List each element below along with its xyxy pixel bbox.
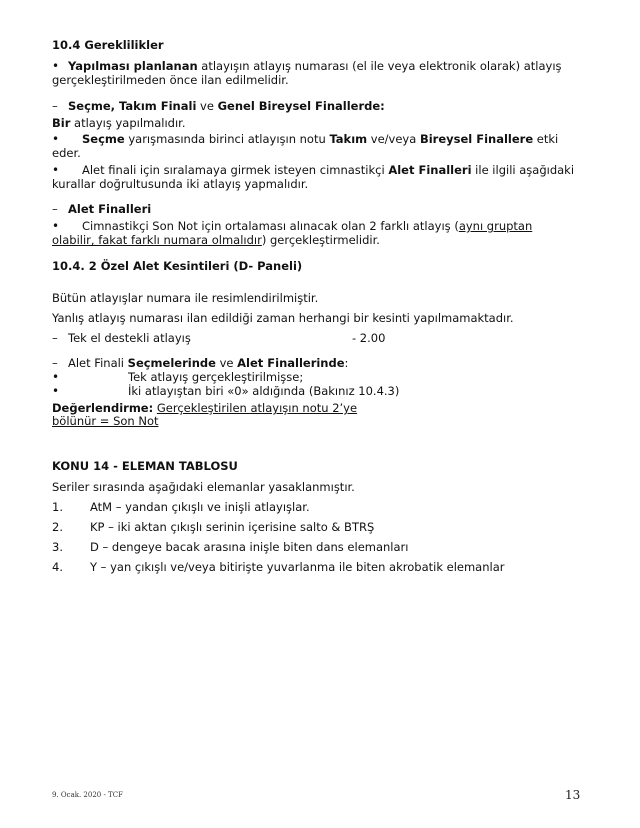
list-item-number: 3. [52,540,63,554]
bullet-marker: • [52,132,60,146]
section-heading-10-4: 10.4 Gereklilikler [52,38,164,52]
deduction-value: - 2.00 [352,331,386,345]
paragraph-apparatus-final-qual [68,356,348,370]
underlined-text: Gerçekleştirilen atlayışın notu 2’ye [156,401,358,415]
list-item-number: 2. [52,520,63,534]
paragraph-announce [68,59,562,73]
paragraph-forbidden-intro: Seriler sırasında aşağıdaki elemanlar yasaklanmıştır. [52,480,355,494]
paragraph-qualification [82,132,558,146]
bullet-marker: • [52,219,60,233]
text: yarışmasında birinci atlayışın notu [124,132,330,146]
list-item-single-vault: Tek atlayış gerçekleştirilmişse; [128,370,304,384]
bold-text: Bir [52,116,71,130]
text: ve [196,99,218,113]
bullet-marker: • [52,59,60,73]
dash-marker: – [52,331,58,345]
text: ile ilgili aşağıdaki [471,163,575,177]
text: ) gerçekleştirmelidir. [261,233,380,247]
underlined-text: aynı gruptan [458,219,533,233]
text: atlayışın atlayış numarası (el ile veya elektronik olarak) atlayış [197,59,562,73]
list-item-number: 4. [52,560,63,574]
paragraph-announce-line2: gerçekleştirilmeden önce ilan edilmelidir. [52,73,289,87]
list-item-number: 1. [52,500,63,514]
dash-marker: – [52,99,58,113]
bold-text: Alet Finallerinde [237,356,345,370]
section-heading-10-4-2: 10.4. 2 Özel Alet Kesintileri (D- Paneli) [52,259,303,273]
evaluation-line [52,401,357,415]
page-number: 13 [565,788,581,802]
list-item-text: Y – yan çıkışlı ve/veya bitirişte yuvarlanma ile biten akrobatik elemanlar [90,560,505,574]
bold-text: Alet Finalleri [388,163,472,177]
bold-text: Genel Bireysel Finallerde: [217,99,385,113]
paragraph-numbered-vaults: Bütün atlayışlar numara ile resimlendirilmiştir. [52,291,319,305]
bold-text: Takım [329,132,368,146]
bold-text: Seçme [82,132,125,146]
footer-date: 9. Ocak. 2020 - TCF [52,791,123,799]
paragraph-two-vaults-line2 [52,233,380,247]
subheading-finals [68,99,385,113]
bold-text: Seçmelerinde [127,356,216,370]
paragraph-wrong-number: Yanlış atlayış numarası ilan edildiği zaman herhangi bir kesinti yapılmamaktadır. [52,311,514,325]
bullet-marker: • [52,384,60,398]
dash-marker: – [52,356,58,370]
paragraph-apparatus-final [82,163,574,177]
bold-text: Bireysel Finallere [419,132,534,146]
bold-text: Seçme, Takım Finali [68,99,197,113]
text: Alet Finali [68,356,128,370]
text: atlayış yapılmalıdır. [70,116,186,130]
list-item-text: AtM – yandan çıkışlı ve inişli atlayışlar. [90,500,310,514]
text: ve/veya [367,132,420,146]
list-item-text: D – dengeye bacak arasına inişle biten dans elemanları [90,540,409,554]
evaluation-line2 [52,414,159,428]
paragraph-qualification-line2: eder. [52,146,81,160]
text: etki [533,132,559,146]
section-heading-konu-14: KONU 14 - ELEMAN TABLOSU [52,459,238,473]
underlined-text: bölünür = Son Not [52,414,159,428]
paragraph-apparatus-final-line2: kurallar doğrultusunda iki atlayış yapmalıdır. [52,177,309,191]
deduction-label: Tek el destekli atlayış [68,331,191,345]
subheading-apparatus-finals: Alet Finalleri [68,202,152,216]
paragraph-one-vault [52,116,186,130]
bullet-marker: • [52,163,60,177]
text: Alet finali için sıralamaya girmek isteyen cimnastikçi [82,163,389,177]
list-item-text: KP – iki aktan çıkışlı serinin içerisine salto & BTRŞ [90,520,375,534]
bold-text: Değerlendirme: [52,401,154,415]
text: ve [215,356,238,370]
bold-text: Yapılması planlanan [68,59,198,73]
paragraph-two-vaults [82,219,532,233]
dash-marker: – [52,202,58,216]
text: Cimnastikçi Son Not için ortalaması alınacak olan 2 farklı atlayış ( [82,219,459,233]
text: : [344,356,349,370]
bullet-marker: • [52,370,60,384]
underlined-text: olabilir, fakat farklı numara olmalıdır [52,233,262,247]
list-item-zero-score: İki atlayıştan biri «0» aldığında (Bakınız 10.4.3) [128,384,400,398]
